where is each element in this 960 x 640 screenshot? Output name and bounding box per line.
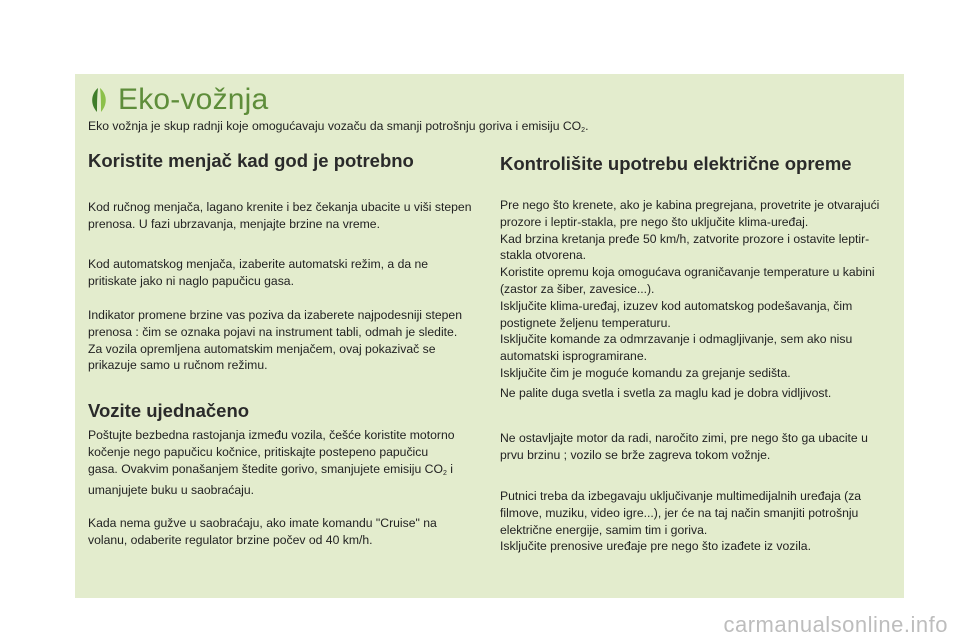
paragraph-manual-gearbox: Kod ručnog menjača, lagano krenite i bez čekanja ubacite u viši stepen prenosa. U fazi ubrzavanja, menjajte brzine na vreme. [88,200,472,231]
heading-electrical-equipment: Kontrolišite upotrebu električne opreme [500,153,852,174]
page-title: Eko-vožnja [118,83,269,116]
leaf-icon [88,86,110,114]
title-row [88,80,268,120]
paragraph-ventilation: Pre nego što krenete, ako je kabina pregrejana, provetrite je otvarajući prozore i leptir-stakla, pre nego što uključite klima-uređaj. Kad brzina kretanja pređe 50 km/h, zatvorite prozore i ostavite leptir- stakla otvorena. Koristite opremu koja omogućava ograničavanje temperature u kabini (zastor za šiber, zavesice...). Isključite klima-uređaj, izuzev kod automatskog podešavanja, čim postignete željenu temperaturu. Isključite komande za odmrzavanje i odmagljivanje, sem ako nisu automatski isprogramirane. Isključite čim je moguće komandu za grejanje sedišta. [500,198,880,380]
paragraph-gear-indicator: Indikator promene brzine vas poziva da izaberete najpodesniji stepen prenosa : čim se oznaka pojavi na instrument tabli, odmah je sledite. Za vozila opremljena automatskim menjačem, ovaj pokazivač se prikazuje samo u ručnom režimu. [88,308,462,373]
intro-text: Eko vožnja je skup radnji koje omogućavaju vozaču da smanji potrošnju goriva i emisiju $CO_2$. [88,119,589,134]
paragraph-engine-idle: Ne ostavljajte motor da radi, naročito zimi, pre nego što ga ubacite u prvu brzinu ; vozilo se brže zagreva tokom vožnje. [500,431,868,462]
paragraph-lights: Ne palite duga svetla i svetla za maglu kad je dobra vidljivost. [500,386,832,400]
heading-drive-smoothly: Vozite ujednačeno [88,400,250,421]
watermark: carmanualsonline.info [723,612,948,637]
paragraph-cruise-control: Kada nema gužve u saobraćaju, ako imate komandu "Cruise" na volanu, odaberite regulator brzine počev od 40 km/h. [88,516,437,547]
paragraph-automatic-gearbox: Kod automatskog menjača, izaberite automatski režim, a da ne pritiskate jako ni naglo papučicu gasa. [88,257,429,288]
heading-gearbox: Koristite menjač kad god je potrebno [88,150,414,171]
paragraph-safe-distance: Poštujte bezbedna rastojanja između vozila, češće koristite motorno kočenje nego papučicu kočnice, pritiskajte postepeno papučicu gasa. Ovakvim ponašanjem štedite gorivo, smanjujete emisiju $CO_2$ i umanjujete buku u saobraćaju. [88,428,455,498]
paragraph-multimedia: Putnici treba da izbegavaju uključivanje multimedijalnih uređaja (za filmove, muziku, video igre...), jer će na taj način smanjiti potrošnju električne energije, samim tim i goriva. Isključite prenosive uređaje pre nego što izađete iz vozila. [500,489,862,554]
